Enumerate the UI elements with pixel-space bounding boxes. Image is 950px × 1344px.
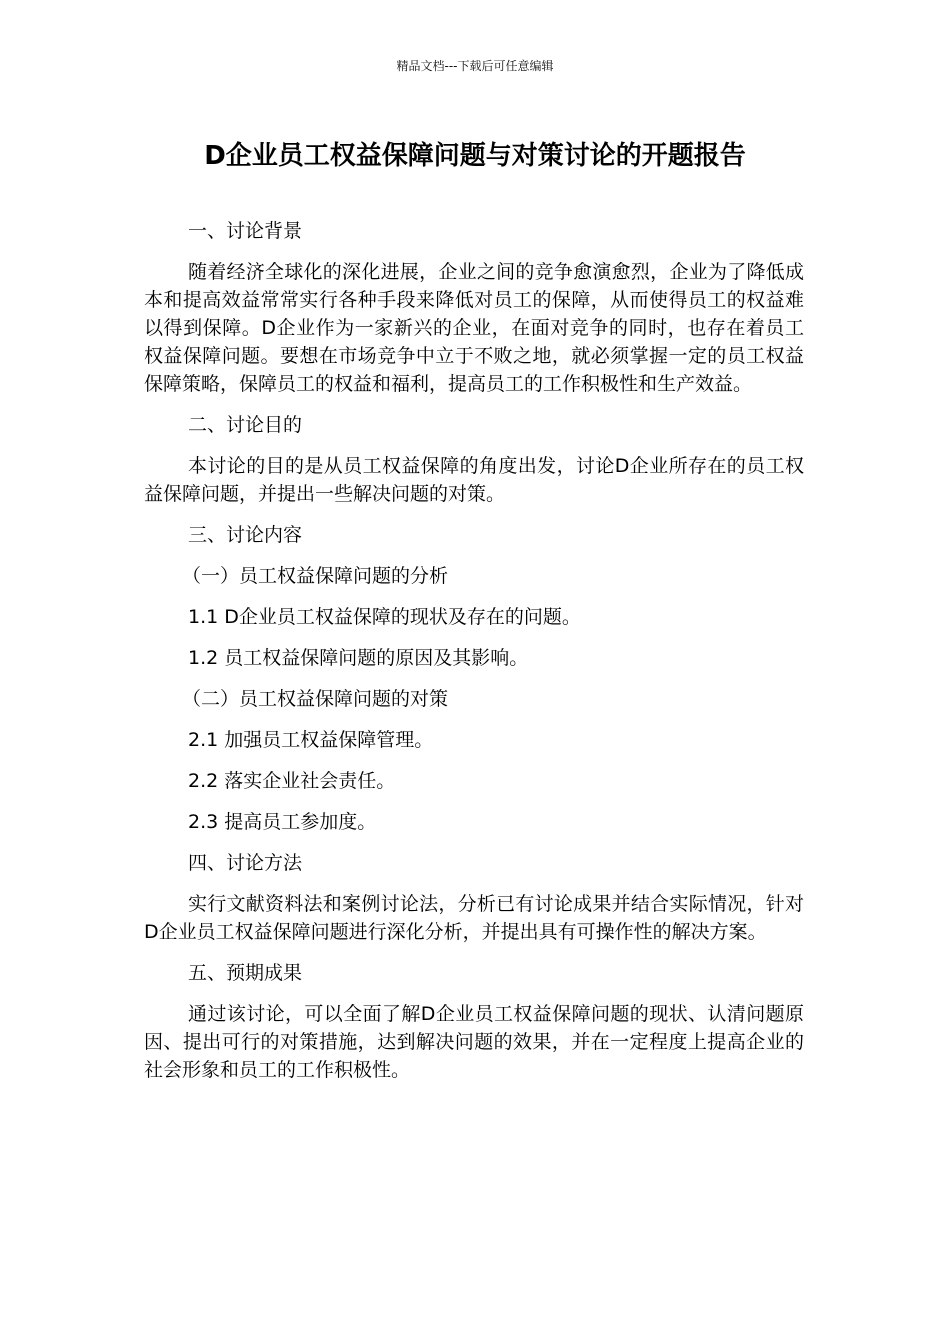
document-body — [144, 217, 804, 1097]
content-item-1-1: 1.1 D企业员工权益保障的现状及存在的问题。 — [188, 606, 581, 628]
section-heading-methods: 四、讨论方法 — [188, 852, 303, 874]
document-title: D企业员工权益保障问题与对策讨论的开题报告 — [204, 141, 746, 171]
paragraph-methods: 实行文献资料法和案例讨论法，分析已有讨论成果并结合实际情况，针对D企业员工权益保障问题进行深化分析，并提出具有可操作性的解决方案。 — [144, 893, 804, 943]
content-item-2-1: 2.1 加强员工权益保障管理。 — [188, 729, 434, 751]
section-heading-purpose: 二、讨论目的 — [188, 414, 303, 436]
subsection-countermeasures: （二）员工权益保障问题的对策 — [182, 688, 449, 710]
section-heading-outcomes: 五、预期成果 — [188, 962, 303, 984]
paragraph-purpose: 本讨论的目的是从员工权益保障的角度出发，讨论D企业所存在的员工权益保障问题，并提出一些解决问题的对策。 — [144, 455, 804, 505]
content-item-2-3: 2.3 提高员工参加度。 — [188, 811, 377, 833]
subsection-analysis: （一）员工权益保障问题的分析 — [182, 565, 449, 587]
content-item-1-2: 1.2 员工权益保障问题的原因及其影响。 — [188, 647, 529, 669]
content-item-2-2: 2.2 落实企业社会责任。 — [188, 770, 396, 792]
paragraph-background: 随着经济全球化的深化进展，企业之间的竞争愈演愈烈，企业为了降低成本和提高效益常常实行各种手段来降低对员工的保障，从而使得员工的权益难以得到保障。D企业作为一家新兴的企业，在面对竞争的同时，也存在着员工权益保障问题。要想在市场竞争中立于不败之地，就必须掌握一定的员工权益保障策略，保障员工的权益和福利，提高员工的工作积极性和生产效益。 — [144, 261, 804, 395]
paragraph-outcomes: 通过该讨论，可以全面了解D企业员工权益保障问题的现状、认清问题原因、提出可行的对策措施，达到解决问题的效果，并在一定程度上提高企业的社会形象和员工的工作积极性。 — [144, 1003, 804, 1081]
header-note: 精品文档---下载后可任意编辑 — [396, 59, 554, 73]
section-heading-background: 一、讨论背景 — [188, 220, 303, 242]
section-heading-content: 三、讨论内容 — [188, 524, 303, 546]
